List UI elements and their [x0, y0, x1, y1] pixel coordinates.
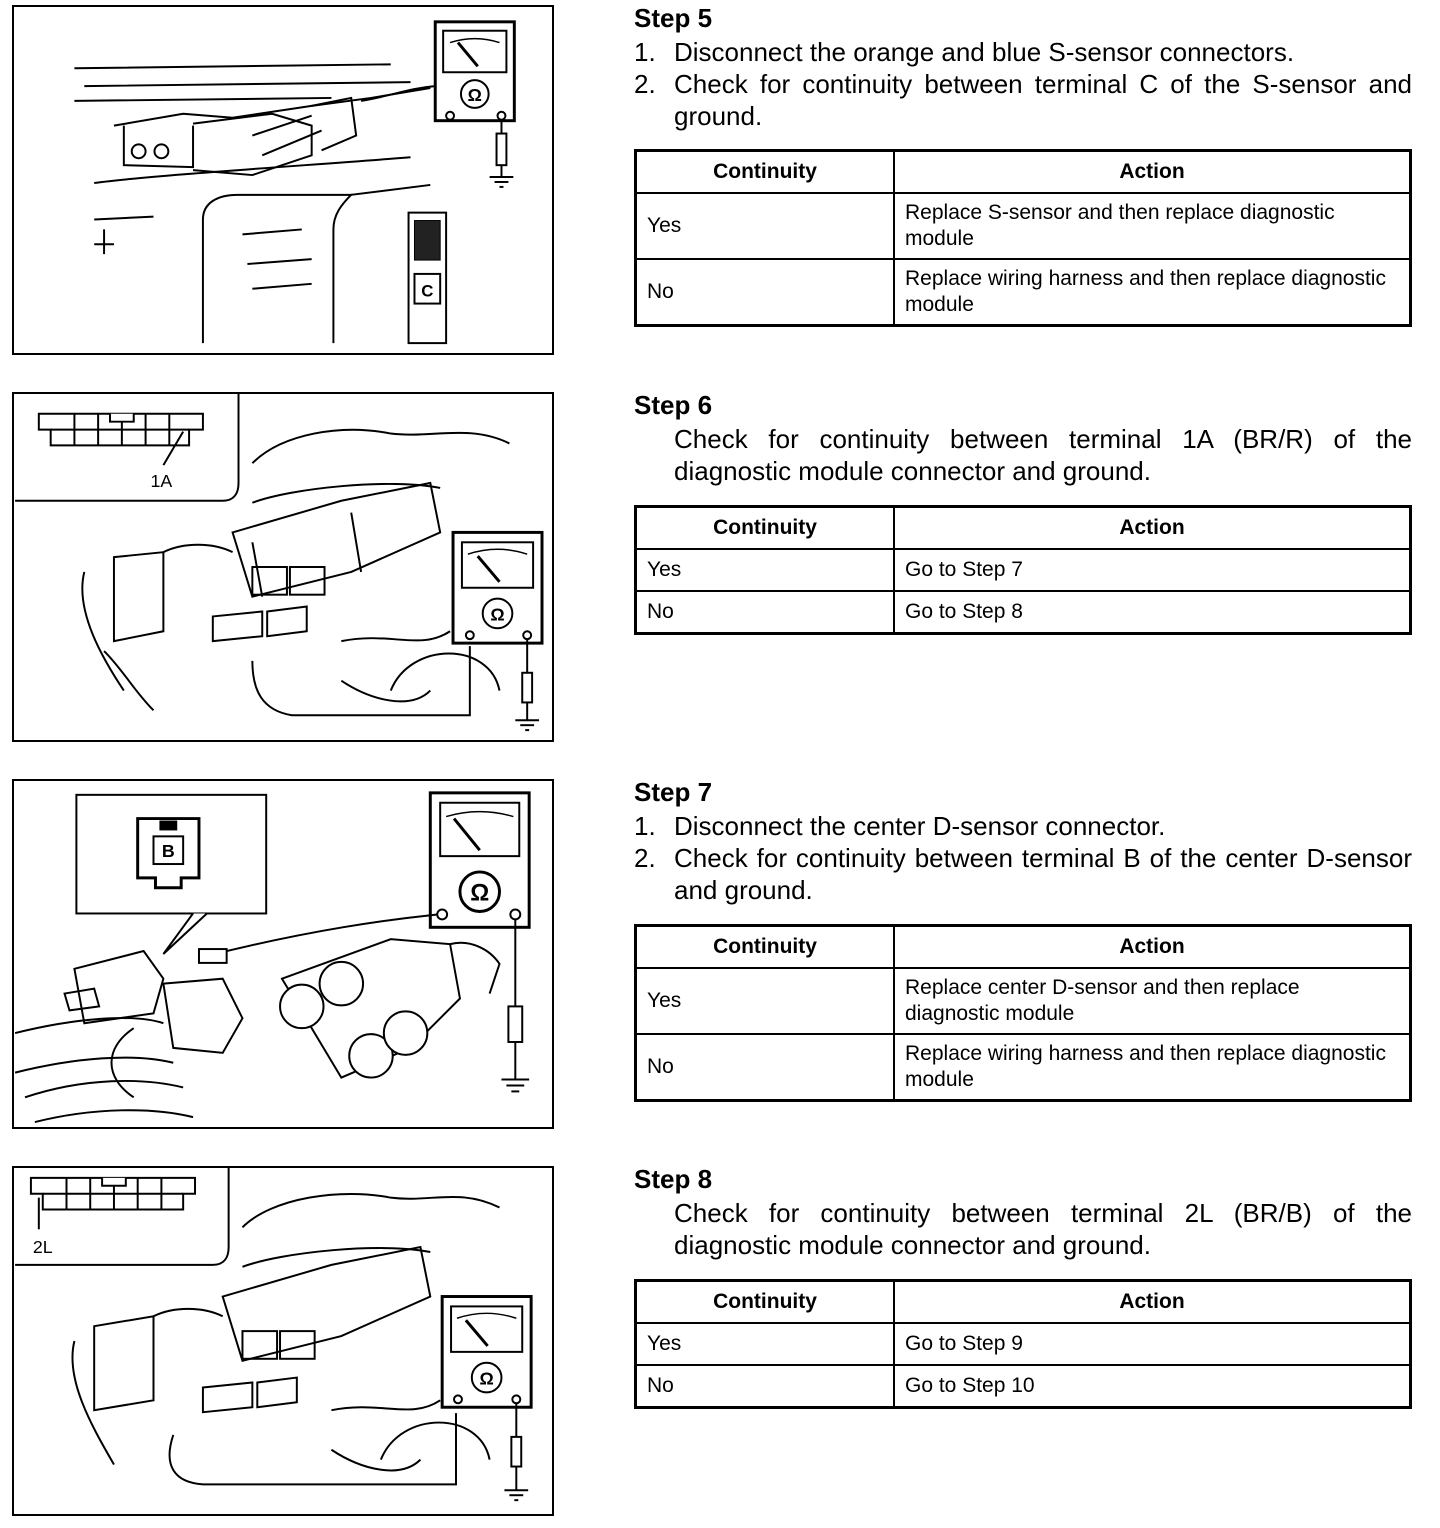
step8-table [634, 1279, 1412, 1409]
action-cell: Replace wiring harness and then replace diagnostic module [894, 259, 1411, 326]
action-cell: Go to Step 7 [894, 549, 1411, 591]
continuity-cell: No [636, 259, 895, 326]
table-row [636, 1365, 1411, 1408]
instruction-number: 1. [634, 811, 656, 841]
column-header-action: Action [894, 507, 1411, 550]
step5-figure [12, 5, 554, 355]
ohmmeter-icon [430, 793, 529, 1092]
table-header-row [636, 1281, 1411, 1324]
table-row [636, 193, 1411, 259]
column-header-continuity: Continuity [636, 507, 895, 550]
instruction-number: 1. [634, 37, 656, 67]
step5-illustration [14, 7, 552, 353]
column-header-continuity: Continuity [636, 151, 895, 194]
step6-figure [12, 392, 554, 742]
terminal-c-connector-icon [409, 213, 447, 343]
instruction-text: Disconnect the center D-sensor connector. [674, 811, 1166, 841]
column-header-continuity: Continuity [636, 926, 895, 969]
table-header-row [636, 151, 1411, 194]
ohm-symbol: Ω [467, 84, 482, 105]
step6-table [634, 505, 1412, 635]
action-cell: Replace center D-sensor and then replace diagnostic module [894, 968, 1411, 1034]
step5-instruction-2 [634, 68, 1412, 132]
table-header-row [636, 507, 1411, 550]
table-row [636, 1034, 1411, 1101]
module-connector-icon [39, 414, 203, 465]
ohmmeter-icon [453, 532, 542, 730]
action-cell: Go to Step 9 [894, 1323, 1411, 1365]
step7-illustration [14, 781, 552, 1127]
ohm-symbol: Ω [479, 1368, 494, 1389]
step5-title: Step 5 [634, 3, 713, 33]
step6-instruction: Check for continuity between terminal 1A (BR/R) of the diagnostic module connector and ground. [674, 424, 1412, 486]
continuity-cell: No [636, 591, 895, 634]
step8-figure [12, 1166, 554, 1516]
action-cell: Go to Step 8 [894, 591, 1411, 634]
table-row [636, 591, 1411, 634]
instruction-text: Check for continuity between terminal B of the center D-sensor and ground. [674, 843, 1412, 905]
step7-instruction-1 [634, 810, 1412, 842]
step5-text [634, 4, 1412, 132]
step5-instruction-1 [634, 36, 1412, 68]
step6-title: Step 6 [634, 390, 713, 420]
instruction-number: 2. [634, 843, 656, 873]
step8-title: Step 8 [634, 1164, 713, 1194]
step7-figure [12, 779, 554, 1129]
step8-instruction: Check for continuity between terminal 2L (BR/B) of the diagnostic module connector and ground. [674, 1198, 1412, 1260]
ohmmeter-icon [435, 22, 514, 187]
table-header-row [636, 926, 1411, 969]
module-connector-icon [31, 1178, 195, 1229]
ohm-symbol: Ω [490, 604, 505, 625]
table-row [636, 1323, 1411, 1365]
step7-instruction-2 [634, 842, 1412, 906]
step8-illustration [14, 1168, 552, 1514]
instruction-number: 2. [634, 69, 656, 99]
instruction-text: Disconnect the orange and blue S-sensor connectors. [674, 37, 1295, 67]
terminal-c-label: C [421, 281, 434, 301]
table-row [636, 259, 1411, 326]
terminal-1a-label: 1A [150, 470, 173, 491]
terminal-b-label: B [161, 841, 175, 862]
step7-text [634, 778, 1412, 906]
continuity-cell: No [636, 1365, 895, 1408]
terminal-2l-label: 2L [32, 1237, 53, 1258]
continuity-cell: Yes [636, 1323, 895, 1365]
step6-illustration [14, 394, 552, 740]
action-cell: Replace S-sensor and then replace diagnostic module [894, 193, 1411, 259]
step7-title: Step 7 [634, 777, 713, 807]
column-header-action: Action [894, 926, 1411, 969]
step8-text [634, 1165, 1412, 1261]
continuity-cell: Yes [636, 968, 895, 1034]
column-header-action: Action [894, 151, 1411, 194]
step7-table [634, 924, 1412, 1102]
d-sensor-connector-icon [138, 819, 199, 888]
column-header-action: Action [894, 1281, 1411, 1324]
action-cell: Go to Step 10 [894, 1365, 1411, 1408]
continuity-cell: No [636, 1034, 895, 1101]
step6-text [634, 391, 1412, 487]
continuity-cell: Yes [636, 549, 895, 591]
step5-table [634, 149, 1412, 327]
continuity-cell: Yes [636, 193, 895, 259]
table-row [636, 549, 1411, 591]
table-row [636, 968, 1411, 1034]
column-header-continuity: Continuity [636, 1281, 895, 1324]
action-cell: Replace wiring harness and then replace diagnostic module [894, 1034, 1411, 1101]
ohm-symbol: Ω [470, 880, 490, 907]
instruction-text: Check for continuity between terminal C of the S-sensor and ground. [674, 69, 1412, 131]
